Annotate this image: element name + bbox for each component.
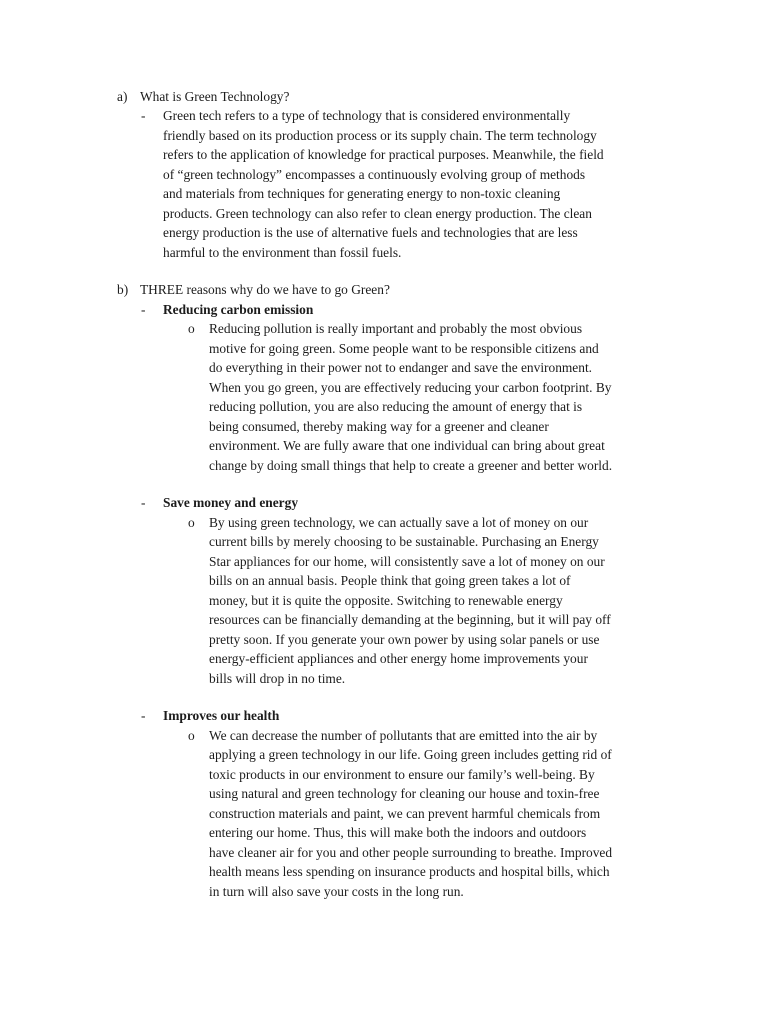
section-a-marker: a) [117,89,128,104]
paragraph-line: health means less spending on insurance products and hospital bills, which [209,864,610,879]
paragraph-line: being consumed, thereby making way for a greener and cleaner [209,418,549,434]
paragraph-line: By using green technology, we can actually save a lot of money on our [209,514,589,530]
reason-heading: Reducing carbon emission [163,301,314,317]
paragraph-line: energy-efficient appliances and other energy home improvements your [209,651,588,666]
reason-dash: - [141,708,146,723]
paragraph-line: Green tech refers to a type of technology that is considered environmentally [163,108,571,123]
reason-dash: - [141,301,146,317]
paragraph-line: entering our home. Thus, this will make both the indoors and outdoors [209,825,587,840]
paragraph-line: environment. We are fully aware that one individual can bring about great [209,438,605,453]
paragraph-line: We can decrease the number of pollutants that are emitted into the air by [209,727,598,743]
paragraph-line: products. Green technology can also refer to clean energy production. The clean [163,205,592,221]
section-a-question: What is Green Technology? [140,89,290,104]
paragraph-line: motive for going green. Some people want to be responsible citizens and [209,340,599,356]
paragraph-line: in turn will also save your costs in the long run. [209,883,464,899]
bullet-marker: o [188,321,195,336]
paragraph-line: bills on an annual basis. People think that going green takes a lot of [209,573,571,588]
paragraph-line: harmful to the environment than fossil fuels. [163,244,402,260]
section-b-question: THREE reasons why do we have to go Green? [140,282,390,297]
paragraph-line: of “green technology” encompasses a continuously evolving group of methods [163,166,586,182]
paragraph-line: When you go green, you are effectively reducing your carbon footprint. By [209,379,612,395]
paragraph-line: and materials from techniques for generating energy to non-toxic cleaning [163,186,561,201]
section-a-dash: - [141,108,146,123]
paragraph-line: applying a green technology in our life. Going green includes getting rid of [209,747,612,762]
paragraph-line: Reducing pollution is really important and probably the most obvious [209,321,583,336]
paragraph-line: energy production is the use of alternative fuels and technologies that are less [163,225,578,240]
reason-heading: Improves our health [163,708,280,723]
bullet-marker: o [188,727,195,743]
paragraph-line: have cleaner air for you and other people surrounding to breathe. Improved [209,844,613,860]
paragraph-line: reducing pollution, you are also reducing the amount of energy that is [209,399,583,414]
paragraph-line: Star appliances for our home, will consistently save a lot of money on our [209,553,605,569]
bullet-marker: o [188,514,195,530]
paragraph-line: pretty soon. If you generate your own power by using solar panels or use [209,631,600,647]
paragraph-line: refers to the application of knowledge for practical purposes. Meanwhile, the field [163,147,604,162]
paragraph-line: do everything in their power not to endanger and save the environment. [209,360,593,375]
paragraph-line: bills will drop in no time. [209,670,346,686]
paragraph-line: current bills by merely choosing to be sustainable. Purchasing an Energy [209,534,599,549]
paragraph-line: money, but it is quite the opposite. Switching to renewable energy [209,592,563,608]
paragraph-line: friendly based on its production process or its supply chain. The term technology [163,127,597,143]
section-b-marker: b) [117,282,129,297]
paragraph-line: toxic products in our environment to ensure our family’s well-being. By [209,766,595,782]
paragraph-line: resources can be financially demanding at the beginning, but it will pay off [209,612,611,627]
paragraph-line: construction materials and paint, we can prevent harmful chemicals from [209,805,601,821]
reason-dash: - [141,495,146,510]
paragraph-line: using natural and green technology for cleaning our house and toxin-free [209,786,600,801]
paragraph-line: change by doing small things that help to create a greener and better world. [209,457,613,473]
reason-heading: Save money and energy [163,495,299,510]
